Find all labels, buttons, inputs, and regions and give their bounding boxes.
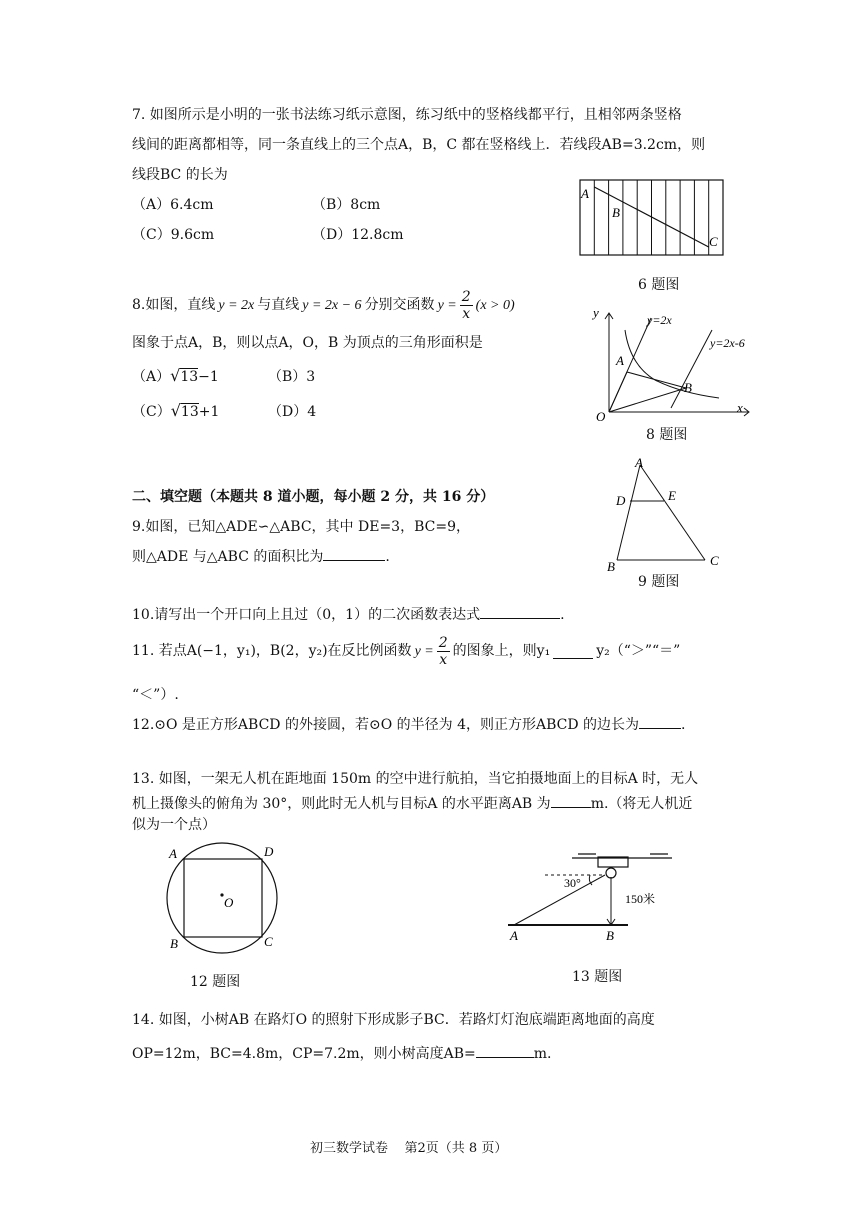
q8-fraction: $\frac{2}{x}$	[461, 289, 471, 322]
q12-figure-caption: 12 题图	[190, 974, 241, 990]
q12-line: 12.⊙O 是正方形ABCD 的外接圆，若⊙O 的半径为 4，则正方形ABCD 的边长为 .	[132, 717, 686, 733]
q8-figure-graph	[585, 300, 755, 422]
svg-text:x: x	[737, 400, 743, 415]
page-footer: 初三数学试卷 第2页（共 8 页）	[310, 1141, 508, 1156]
svg-text:y=2x: y=2x	[647, 313, 672, 327]
q14-line-2: OP=12m，BC=4.8m，CP=7.2m，则小树高度AB= m.	[132, 1046, 552, 1062]
q7-option-c: （C）9.6cm	[132, 227, 215, 243]
q9-answer-blank[interactable]	[323, 560, 385, 561]
q13-answer-blank[interactable]	[551, 807, 591, 808]
q11-answer-blank[interactable]	[553, 644, 593, 659]
svg-text:C: C	[710, 553, 719, 568]
q9-figure-caption: 9 题图	[638, 574, 680, 590]
svg-text:30°: 30°	[564, 876, 581, 890]
q12-figure-circle-square	[160, 838, 290, 958]
label-b: B	[612, 205, 620, 220]
svg-text:A: A	[616, 353, 624, 368]
q12-answer-blank[interactable]	[639, 728, 681, 729]
q8-prefix: 8.如图，直线	[132, 296, 216, 313]
segment-ab	[627, 372, 686, 388]
q7-line-1: 7. 如图所示是小明的一张书法练习纸示意图，练习纸中的竖格线都平行，且相邻两条竖格	[132, 107, 682, 123]
q8-option-a: （A）√13−1	[132, 366, 219, 385]
section-2-heading: 二、填空题（本题共 8 道小题，每小题 2 分，共 16 分）	[132, 489, 495, 505]
q13-figure-drone	[500, 845, 690, 950]
q8-figure-caption: 8 题图	[646, 427, 688, 443]
q13-line-2: 机上摄像头的俯角为 30°，则此时无人机与目标A 的水平距离AB 为 m.（将无人机近	[132, 796, 693, 812]
svg-text:B: B	[606, 928, 614, 943]
q7-option-d: （D）12.8cm	[312, 227, 404, 243]
q7-option-b: （B）8cm	[312, 197, 381, 213]
svg-text:y: y	[593, 305, 599, 320]
drone-icon	[572, 854, 672, 878]
q10-line: 10.请写出一个开口向上且过（0，1）的二次函数表达式 .	[132, 607, 565, 623]
q11-line-1: 11. 若点A(−1，y₁)，B(2，y₂)在反比例函数 y = $\frac{2}{x}$ 的图象上，则y₁ y₂（“＞”“＝”	[132, 635, 681, 668]
q7-option-a: （A）6.4cm	[132, 197, 214, 213]
hyperbola	[625, 330, 719, 398]
svg-text:B: B	[684, 380, 692, 395]
q9-figure-triangle	[600, 455, 730, 575]
svg-text:O: O	[224, 895, 234, 910]
q13-line-1: 13. 如图，一架无人机在距地面 150m 的空中进行航拍，当它拍摄地面上的目标A 时，无人	[132, 771, 699, 787]
q8-func-lhs: y =	[437, 297, 457, 313]
svg-text:D: D	[264, 844, 274, 859]
svg-text:150米: 150米	[625, 892, 656, 906]
q7-line-2: 线间的距离都相等，同一条直线上的三个点A，B，C 都在竖格线上．若线段AB=3.2cm，则	[132, 137, 706, 153]
segment-ob	[609, 388, 686, 412]
q14-answer-blank[interactable]	[476, 1057, 534, 1058]
q8-eq1: y = 2x	[218, 297, 255, 313]
q8-func-cond: (x > 0)	[475, 297, 515, 313]
q8-option-c: （C）√13+1	[132, 401, 220, 420]
q8-line-1	[132, 290, 515, 321]
svg-text:B: B	[607, 559, 615, 574]
svg-text:D: D	[616, 493, 626, 508]
q9-line-2: 则△ADE 与△ABC 的面积比为 .	[132, 549, 390, 565]
q8-eq2: y = 2x − 6	[302, 297, 362, 313]
q8-option-d: （D）4	[268, 404, 317, 420]
q13-line-3: 似为一个点）	[132, 817, 216, 833]
svg-text:A: A	[169, 846, 177, 861]
svg-text:A: A	[510, 928, 518, 943]
svg-text:y=2x-6: y=2x-6	[710, 336, 745, 350]
q7-figure-grid-paper	[575, 175, 730, 260]
q11-fraction: $\frac{2}{x}$	[438, 635, 448, 668]
q8-mid2: 分别交函数	[364, 296, 435, 313]
q7-figure-caption: 6 题图	[638, 277, 680, 293]
q14-line-1: 14. 如图，小树AB 在路灯O 的照射下形成影子BC．若路灯灯泡底端距离地面的高度	[132, 1012, 655, 1028]
q7-line-3: 线段BC 的长为	[132, 167, 228, 183]
svg-text:O: O	[596, 409, 606, 422]
svg-text:A: A	[635, 455, 643, 470]
label-c: C	[709, 234, 718, 249]
svg-text:B: B	[170, 936, 178, 951]
q11-line-2: “＜”）.	[132, 687, 179, 703]
q10-answer-blank[interactable]	[480, 618, 560, 619]
q8-mid1: 与直线	[257, 296, 300, 313]
q9-line-1: 9.如图，已知△ADE∽△ABC，其中 DE=3，BC=9，	[132, 519, 470, 535]
q13-figure-caption: 13 题图	[572, 969, 623, 985]
svg-text:C: C	[264, 934, 273, 949]
q8-option-b: （B）3	[268, 369, 316, 385]
q8-line-2: 图象于点A，B，则以点A，O，B 为顶点的三角形面积是	[132, 335, 483, 351]
svg-text:E: E	[668, 488, 676, 503]
label-a: A	[581, 186, 589, 201]
